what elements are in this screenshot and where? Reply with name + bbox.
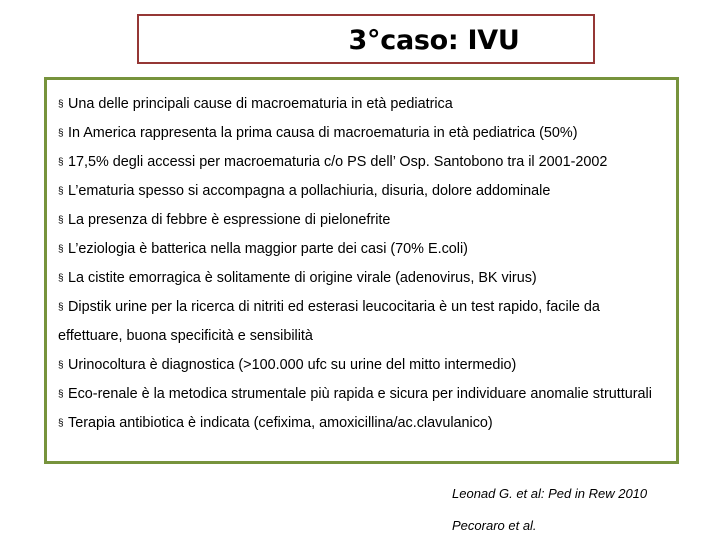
bullet-item xyxy=(58,351,666,380)
bullet-icon: § xyxy=(58,418,64,429)
title-box xyxy=(137,14,595,64)
bullet-icon: § xyxy=(58,99,64,110)
bullet-item xyxy=(58,293,666,351)
bullet-icon: § xyxy=(58,215,64,226)
bullet-icon: § xyxy=(58,273,64,284)
bullet-item xyxy=(58,148,666,177)
bullet-item xyxy=(58,90,666,119)
bullet-icon: § xyxy=(58,360,64,371)
bullet-item xyxy=(58,409,666,438)
reference-line: Leonad G. et al: Ped in Rew 2010 xyxy=(452,486,648,501)
bullet-list xyxy=(58,90,666,438)
bullet-item xyxy=(58,177,666,206)
bullet-text: In America rappresenta la prima causa di macroematuria in età pediatrica (50%) xyxy=(68,125,578,141)
bullet-text: La cistite emorragica è solitamente di origine virale (adenovirus, BK virus) xyxy=(68,270,537,286)
bullet-item xyxy=(58,264,666,293)
bullet-icon: § xyxy=(58,244,64,255)
bullet-text: Una delle principali cause di macroematuria in età pediatrica xyxy=(68,96,453,112)
slide-title: 3°caso: IVU xyxy=(348,24,520,56)
reference-line: Pecoraro et al. xyxy=(452,518,537,533)
bullet-icon: § xyxy=(58,302,64,313)
bullet-item xyxy=(58,206,666,235)
bullet-text: La presenza di febbre è espressione di pielonefrite xyxy=(68,212,391,228)
bullet-text: Terapia antibiotica è indicata (cefixima, amoxicillina/ac.clavulanico) xyxy=(68,415,493,431)
bullet-icon: § xyxy=(58,186,64,197)
bullet-icon: § xyxy=(58,157,64,168)
bullet-item xyxy=(58,119,666,148)
bullet-item xyxy=(58,380,666,409)
bullet-text: 17,5% degli accessi per macroematuria c/o PS dell’ Osp. Santobono tra il 2001-2002 xyxy=(68,154,608,170)
bullet-text: Urinocoltura è diagnostica (>100.000 ufc su urine del mitto intermedio) xyxy=(68,357,517,373)
bullet-text: Dipstik urine per la ricerca di nitriti ed esterasi leucocitaria è un test rapido, facile da effettuare, buona specificità e sensibilità xyxy=(58,299,600,344)
bullet-text: L’eziologia è batterica nella maggior parte dei casi (70% E.coli) xyxy=(68,241,468,257)
bullet-item xyxy=(58,235,666,264)
bullet-text: Eco-renale è la metodica strumentale più rapida e sicura per individuare anomalie strutturali xyxy=(68,386,652,402)
bullet-icon: § xyxy=(58,389,64,400)
content-box xyxy=(44,77,679,464)
bullet-text: L’ematuria spesso si accompagna a pollachiuria, disuria, dolore addominale xyxy=(68,183,551,199)
references xyxy=(452,478,647,542)
bullet-icon: § xyxy=(58,128,64,139)
